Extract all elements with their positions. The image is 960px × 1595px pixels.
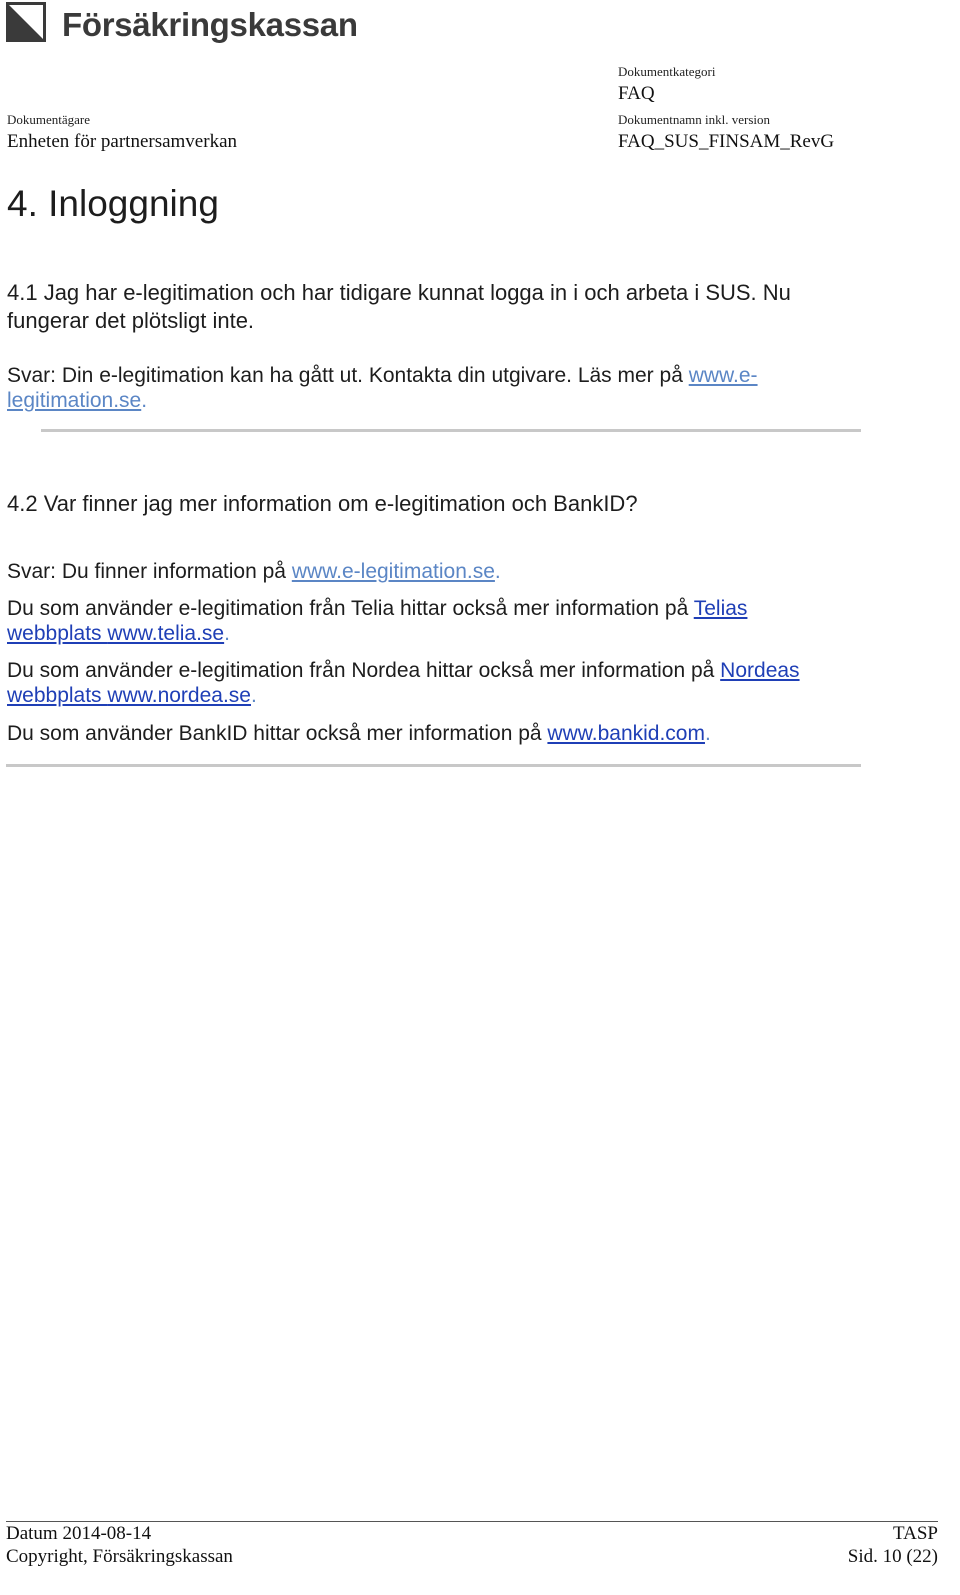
nordea-text: Du som använder e-legitimation från Nordea hittar också mer information på: [7, 659, 721, 682]
telia-info: [7, 596, 807, 646]
divider: [6, 764, 861, 767]
bankid-end: .: [704, 722, 711, 745]
brand-logo: [6, 2, 358, 42]
e-legitimation-link[interactable]: www.e-legitimation.se: [7, 364, 758, 412]
document-name-label: Dokumentnamn inkl. version: [618, 112, 771, 127]
nordea-info: [7, 658, 857, 708]
footer-divider: [6, 1521, 938, 1522]
footer-copyright: Copyright, Försäkringskassan: [6, 1546, 233, 1567]
section-title: 4. Inloggning: [7, 183, 219, 224]
telia-end: .: [224, 622, 230, 645]
logo-text: Försäkringskassan: [62, 5, 358, 43]
logo-mark-icon: [6, 2, 46, 42]
answer-text: Du finner information på: [56, 560, 292, 583]
question-4-1: 4.1 Jag har e-legitimation och har tidigare kunnat logga in i och arbeta i SUS. Nu fungerar det plötsligt inte.: [7, 280, 791, 333]
nordea-end: .: [250, 684, 257, 707]
answer-4-2: [7, 559, 897, 584]
owner-value: Enheten för partnersamverkan: [7, 131, 238, 152]
answer-4-1: [7, 363, 827, 413]
question-4-2: 4.2 Var finner jag mer information om e-legitimation och BankID?: [7, 491, 638, 516]
telia-url-link[interactable]: www.telia.se: [107, 622, 225, 645]
footer-page-number: Sid. 10 (22): [847, 1546, 938, 1567]
category-value: FAQ: [618, 83, 655, 104]
answer-text: Din e-legitimation kan ha gått ut. Kontakta din utgivare. Läs mer på: [56, 364, 689, 387]
nordea-url-link[interactable]: www.nordea.se: [107, 684, 251, 707]
owner-label: Dokumentägare: [7, 112, 91, 127]
answer-end: .: [141, 389, 148, 412]
category-label: Dokumentkategori: [618, 64, 716, 79]
footer-code: TASP: [893, 1523, 938, 1544]
divider: [41, 429, 861, 432]
bankid-link[interactable]: www.bankid.com: [547, 722, 705, 745]
bankid-text: Du som använder BankID hittar också mer information på: [7, 722, 548, 745]
telia-text: Du som använder e-legitimation från Telia hittar också mer information på: [7, 597, 694, 620]
nordea-website-link[interactable]: Nordeas webbplats: [7, 659, 800, 707]
answer-end: .: [494, 560, 501, 583]
bankid-info: [7, 721, 897, 746]
e-legitimation-link[interactable]: www.e-legitimation.se: [291, 560, 495, 583]
answer-prefix: Svar:: [7, 560, 57, 583]
answer-prefix: Svar:: [7, 364, 57, 387]
telia-website-link[interactable]: Telias webbplats: [7, 597, 748, 645]
document-name-value: FAQ_SUS_FINSAM_RevG: [618, 131, 835, 152]
footer-date: Datum 2014-08-14: [6, 1523, 152, 1544]
